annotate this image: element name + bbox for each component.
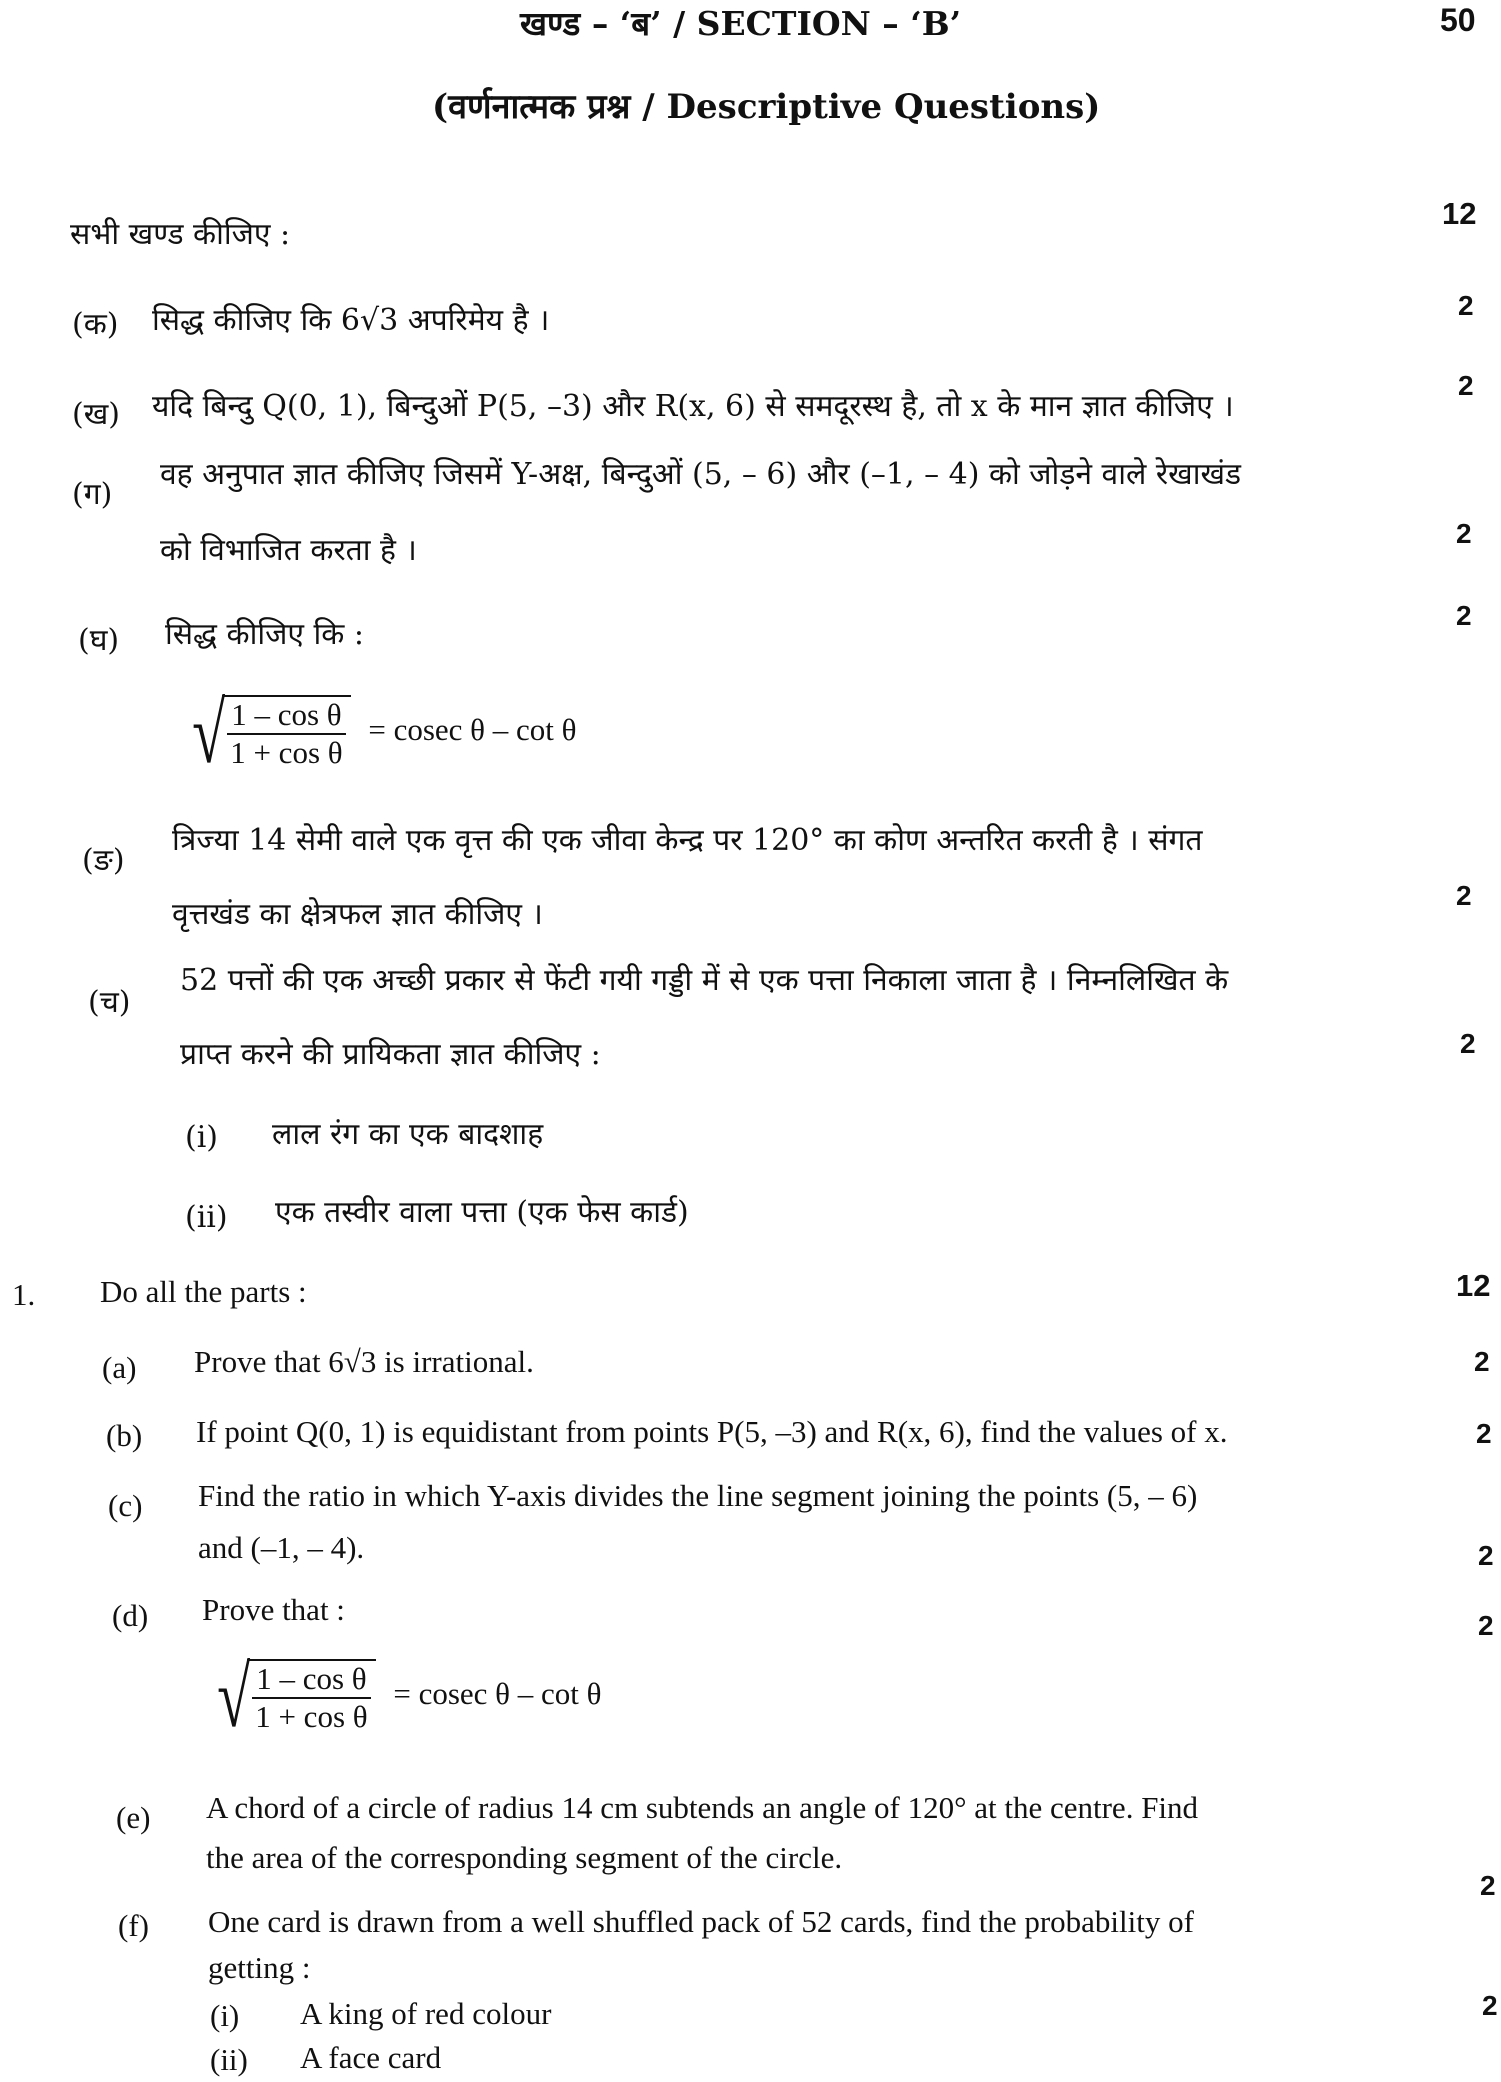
hindi-part-marks: 2 [1458, 370, 1474, 401]
english-part-text: Prove that 6√3 is irrational. [194, 1344, 534, 1379]
hindi-part-label: (च) [88, 985, 131, 1020]
hindi-part-marks: 2 [1456, 880, 1472, 911]
hindi-part-marks: 2 [1460, 1028, 1476, 1059]
english-sub-text: A king of red colour [300, 1996, 552, 2031]
hindi-part-marks: 2 [1456, 600, 1472, 631]
english-sub-label: (i) [210, 1998, 240, 2033]
formula-denominator: 1 + cos θ [230, 735, 343, 770]
hindi-part-label: (ख) [72, 397, 120, 432]
hindi-part-text: सिद्ध कीजिए कि : [165, 617, 364, 652]
english-formula [210, 1649, 602, 1745]
english-part-label: (b) [106, 1418, 143, 1453]
english-sub-text: A face card [300, 2040, 442, 2075]
page-marks: 50 [1440, 2, 1476, 38]
hindi-part-label: (घ) [78, 623, 120, 658]
english-intro: Do all the parts : [100, 1274, 307, 1309]
hindi-part-marks: 2 [1456, 518, 1472, 549]
hindi-part-label: (क) [72, 307, 119, 342]
english-part-text-cont: the area of the corresponding segment of the circle. [206, 1840, 843, 1875]
hindi-sub-label: (i) [185, 1120, 219, 1155]
hindi-intro: सभी खण्ड कीजिए : [70, 217, 291, 252]
english-part-label: (f) [118, 1908, 149, 1943]
english-part-text: One card is drawn from a well shuffled pack of 52 cards, find the probability of [208, 1904, 1194, 1939]
hindi-part-text: 52 पत्तों की एक अच्छी प्रकार से फेंटी गयी गड्डी में से एक पत्ता निकाला जाता है । निम्नलिखित के [180, 963, 1229, 998]
hindi-sub-label: (ii) [185, 1200, 228, 1235]
english-part-text-cont: getting : [208, 1950, 311, 1985]
hindi-intro-marks: 12 [1442, 196, 1477, 231]
english-part-text: Find the ratio in which Y-axis divides the line segment joining the points (5, – 6) [198, 1478, 1198, 1513]
hindi-part-text: सिद्ध कीजिए कि 6√3 अपरिमेय है । [152, 303, 550, 338]
english-part-marks: 2 [1478, 1540, 1494, 1571]
english-part-marks: 2 [1480, 1870, 1496, 1901]
english-part-text-cont: and (–1, – 4). [198, 1530, 365, 1565]
english-part-label: (d) [112, 1598, 149, 1633]
hindi-sub-text: एक तस्वीर वाला पत्ता (एक फेस कार्ड) [275, 1195, 689, 1230]
hindi-part-text: वह अनुपात ज्ञात कीजिए जिसमें Y-अक्ष, बिन्दुओं (5, – 6) और (–1, – 4) को जोड़ने वाले रेखाखंड [160, 457, 1242, 492]
english-part-text: Prove that : [202, 1592, 345, 1627]
hindi-sub-text: लाल रंग का एक बादशाह [272, 1117, 544, 1152]
formula-denominator: 1 + cos θ [255, 1699, 368, 1734]
english-sub-label: (ii) [210, 2042, 248, 2077]
sqrt-symbol: √ [192, 685, 226, 781]
question-number: 1. [12, 1277, 36, 1312]
hindi-part-text-cont: वृत्तखंड का क्षेत्रफल ज्ञात कीजिए । [172, 897, 543, 932]
subtitle: (वर्णनात्मक प्रश्न / Descriptive Questions) [432, 87, 1101, 127]
english-part-marks: 2 [1482, 1990, 1498, 2021]
hindi-part-text-cont: प्राप्त करने की प्रायिकता ज्ञात कीजिए : [180, 1037, 601, 1072]
formula-numerator: 1 – cos θ [227, 697, 345, 735]
hindi-part-label: (ग) [72, 477, 113, 512]
english-part-marks: 2 [1474, 1346, 1490, 1377]
english-part-label: (c) [108, 1488, 143, 1523]
hindi-part-text: यदि बिन्दु Q(0, 1), बिन्दुओं P(5, –3) और R(x, 6) से समदूरस्थ है, तो x के मान ज्ञात कीजिए । [152, 389, 1234, 424]
english-part-text: If point Q(0, 1) is equidistant from points P(5, –3) and R(x, 6), find the values of x. [196, 1414, 1228, 1449]
english-part-label: (e) [116, 1800, 151, 1835]
english-part-label: (a) [102, 1350, 137, 1385]
sqrt-symbol: √ [217, 1649, 251, 1745]
hindi-part-text: त्रिज्या 14 सेमी वाले एक वृत्त की एक जीवा केन्द्र पर 120° का कोण अन्तरित करती है । संगत [172, 823, 1203, 858]
formula-rhs: = cosec θ – cot θ [393, 1676, 602, 1712]
hindi-formula [185, 685, 577, 781]
hindi-part-text-cont: को विभाजित करता है । [160, 533, 417, 568]
hindi-part-label: (ङ) [82, 843, 125, 878]
formula-rhs: = cosec θ – cot θ [368, 712, 577, 748]
english-intro-marks: 12 [1456, 1268, 1491, 1303]
english-part-marks: 2 [1478, 1610, 1494, 1641]
english-part-marks: 2 [1476, 1418, 1492, 1449]
hindi-part-marks: 2 [1458, 290, 1474, 321]
section-title: खण्ड – ‘ब’ / SECTION – ‘B’ [520, 4, 962, 43]
formula-numerator: 1 – cos θ [252, 1661, 370, 1699]
english-part-text: A chord of a circle of radius 14 cm subtends an angle of 120° at the centre. Find [206, 1790, 1199, 1825]
